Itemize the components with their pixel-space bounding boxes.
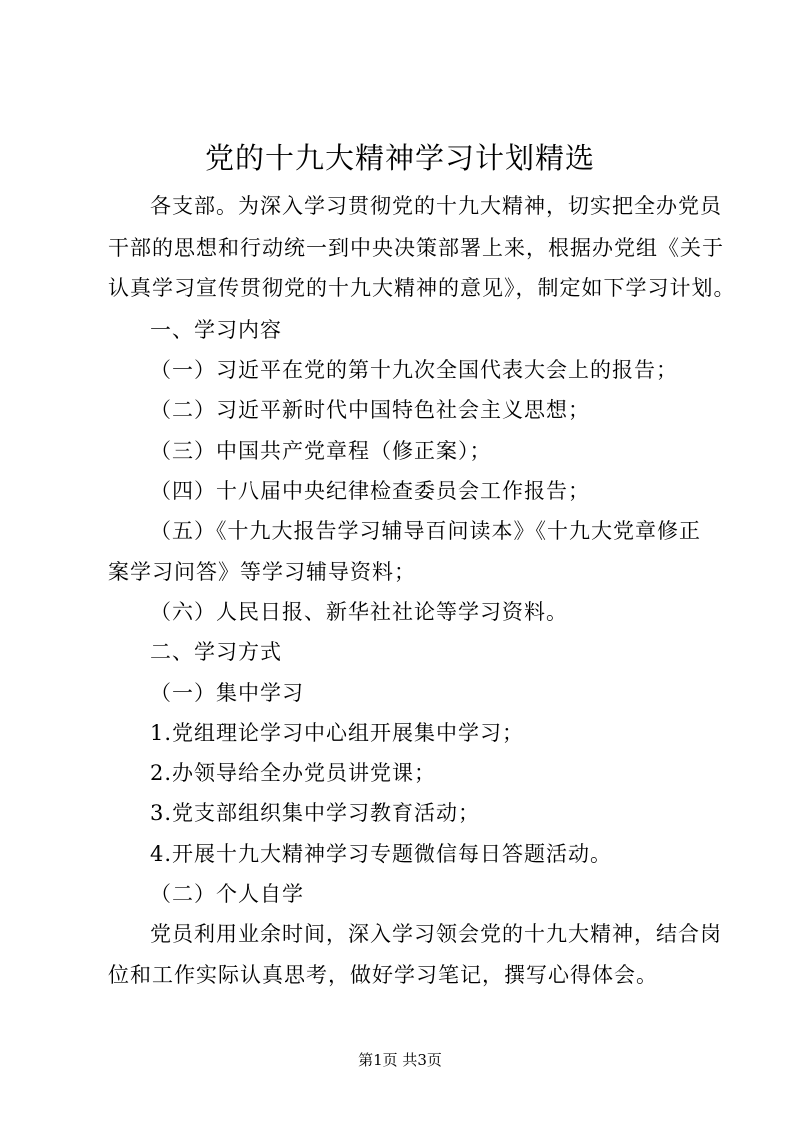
list-item-content-5-line-1: （五）《十九大报告学习辅导百问读本》《十九大党章修正 [150,519,701,543]
list-item-method-2: 2.办领导给全办党员讲党课； [150,761,437,785]
paragraph-intro-line-1: 各支部。为深入学习贯彻党的十九大精神，切实把全办党员 [150,194,722,218]
document-title: 党的十九大精神学习计划精选 [204,141,595,175]
subsection-heading-self-study: （二）个人自学 [150,882,304,906]
page-footer: 第1页 共3页 [358,1051,442,1069]
list-item-content-2: （二）习近平新时代中国特色社会主义思想； [150,398,590,422]
list-item-method-1: 1.党组理论学习中心组开展集中学习； [150,721,525,745]
list-item-content-6: （六）人民日报、新华社社论等学习资料。 [150,600,568,624]
paragraph-intro-line-3: 认真学习宣传贯彻党的十九大精神的意见》，制定如下学习计划。 [108,276,736,300]
list-item-content-5-line-2: 案学习问答》等学习辅导资料； [108,560,416,584]
list-item-content-1: （一）习近平在党的第十九次全国代表大会上的报告； [150,358,678,382]
subsection-heading-group-study: （一）集中学习 [150,681,304,705]
paragraph-self-study-line-2: 位和工作实际认真思考，做好学习笔记，撰写心得体会。 [108,963,658,987]
paragraph-self-study-line-1: 党员利用业余时间，深入学习领会党的十九大精神，结合岗 [150,922,722,946]
list-item-content-4: （四）十八届中央纪律检查委员会工作报告； [150,479,590,503]
section-heading-study-method: 二、学习方式 [150,640,282,664]
list-item-content-3: （三）中国共产党章程（修正案）； [150,439,492,463]
list-item-method-4: 4.开展十九大精神学习专题微信每日答题活动。 [150,842,613,866]
list-item-method-3: 3.党支部组织集中学习教育活动； [150,801,481,825]
paragraph-intro-line-2: 干部的思想和行动统一到中央决策部署上来，根据办党组《关于 [108,236,724,260]
section-heading-study-content: 一、学习内容 [150,318,282,342]
